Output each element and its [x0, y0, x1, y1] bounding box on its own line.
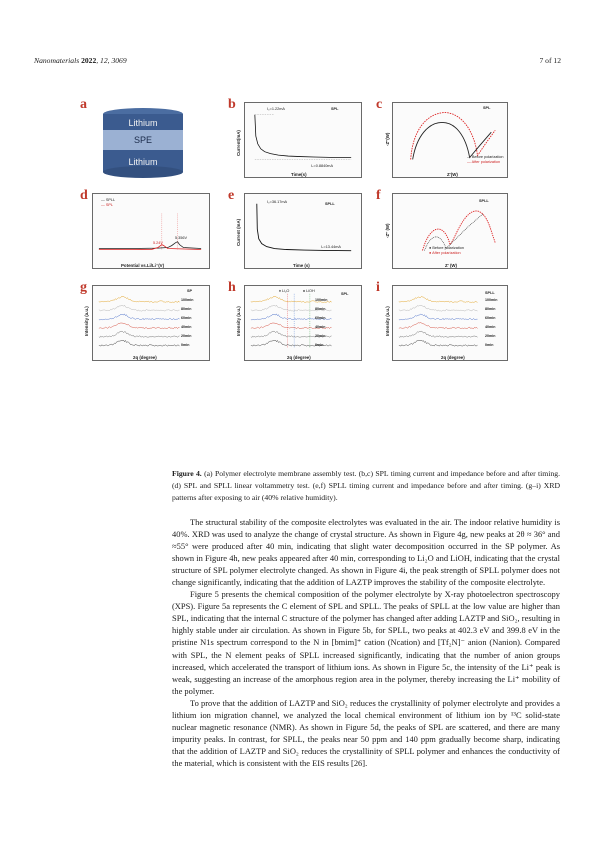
h-time-5: 0min	[315, 343, 324, 347]
panel-a-cell-diagram	[92, 104, 194, 186]
h-time-2: 60min	[315, 316, 326, 320]
f-series-after: ● After polarization	[429, 251, 461, 255]
e-is-label: Iₛ=13.44mA	[321, 245, 341, 249]
g-legend: SP	[187, 289, 193, 293]
panel-label-d: d	[80, 188, 88, 203]
i-xlabel: 2q (degree)	[441, 355, 465, 360]
h-marker-li2o: ♦ Li₂O	[279, 289, 290, 293]
panel-label-i: i	[376, 280, 380, 295]
c-xlabel: Z'(W)	[447, 172, 458, 177]
h-ylabel: Intensity (a.u.)	[236, 306, 241, 336]
e-ylabel: Current (mA)	[236, 218, 241, 246]
g-time-0: 100min	[181, 298, 194, 302]
f-xlabel: Z' (W)	[445, 263, 458, 268]
c-series-before: — Before polarization	[467, 155, 504, 159]
panel-f-plot	[392, 193, 508, 269]
h-xlabel: 2q (degree)	[287, 355, 311, 360]
layer-lithium-top: Lithium	[128, 118, 158, 128]
layer-lithium-bottom: Lithium	[128, 157, 158, 167]
caption-text: (a) Polymer electrolyte membrane assembly test. (b,c) SPL timing current and impedance before and after timing. (d) SPL and SPLL linear voltammetry test. (e,f) SPLL timing current and impedance before and after timing. (g–i) XRD patterns after exposing to air (40% relative humidity).	[172, 469, 561, 503]
e-xlabel: Time (s)	[293, 263, 310, 268]
f-legend: SPLL	[479, 199, 489, 203]
panel-label-g: g	[80, 280, 87, 295]
g-time-1: 80min	[181, 307, 192, 311]
panel-i-plot	[392, 285, 508, 361]
i-legend: SPLL	[485, 291, 495, 295]
d-series-splL: — SPLL	[101, 198, 116, 202]
e-legend: SPLL	[325, 202, 335, 206]
g-xlabel: 2q (degree)	[133, 355, 157, 360]
d-v2-label: 5.24V	[153, 241, 163, 245]
panel-label-c: c	[376, 97, 383, 112]
i-ylabel: Intensity (a.u.)	[385, 306, 390, 336]
e-i0-label: I₀=36.17mA	[267, 200, 288, 204]
i-time-2: 60min	[485, 316, 496, 320]
paragraph-1: The structural stability of the composite electrolytes was evaluated in the air. The indoor relative humidity is 40%. XRD was used to analyze the change of crystal structure. As shown in Figure 4g, new peaks at 2θ ≈ 36° and ≈55° were produced after 40 min, indicating that slight water decomposition occurred in the SP polymer. As shown in Figure 4h, new peaks appeared after 40 min, corresponding to Li₂O and LiOH, indicating that the crystal structure of SPL polymer electrolyte changed. As shown in Figure 4i, the peak strength of SPLL polymer does not change significantly, indicating that the addition of LAZTP improves the stability of the composite electrolyte.	[172, 517, 560, 588]
f-ylabel: -Z'' (W)	[385, 223, 390, 238]
d-v1-label: 5.356V	[175, 236, 188, 240]
b-xlabel: Time(s)	[291, 172, 307, 177]
panel-label-b: b	[228, 97, 236, 112]
d-series-spl: — SPL	[101, 203, 114, 207]
h-time-3: 40min	[315, 325, 326, 329]
h-legend: SPL	[341, 292, 349, 296]
panel-d-plot	[92, 193, 210, 269]
d-xlabel: Potential vs.Li/Li⁺(V)	[121, 263, 165, 268]
panel-g-plot	[92, 285, 210, 361]
figure-caption	[172, 468, 560, 505]
panel-e-plot	[244, 193, 362, 269]
c-ylabel: -Z''(W)	[385, 132, 390, 146]
g-time-2: 60min	[181, 316, 192, 320]
c-series-after: — After polarization	[467, 160, 501, 164]
layer-spe: SPE	[133, 135, 152, 145]
g-time-4: 20min	[181, 334, 192, 338]
c-legend: SPL	[483, 106, 491, 110]
b-is-label: Iₛ=0.8840mA	[311, 164, 333, 168]
i-time-4: 20min	[485, 334, 496, 338]
b-legend: SPL	[331, 107, 339, 111]
h-time-0: 100min	[315, 298, 328, 302]
body-text	[172, 516, 560, 769]
panel-label-e: e	[228, 188, 235, 203]
panel-label-a: a	[80, 97, 87, 112]
panel-c-plot	[392, 102, 508, 178]
i-time-1: 80min	[485, 307, 496, 311]
paragraph-3: To prove that the addition of LAZTP and SiO₂ reduces the crystallinity of polymer electrolyte and provides a lithium ion migration channel, we analyzed the local chemical environment of lithium ion by ¹³C solid-state nuclear magnetic resonance (NMR). As shown in Figure 5d, the peaks of SPL are scattered, and there are many impurity peaks. In contrast, for SPLL, the peaks near 50 ppm and 140 ppm gradually become sharp, indicating that the addition of LAZTP and SiO₂ reduces the crystallinity of SPLL polymer and enhances the conductivity of the material, which is consistent with the EIS results [26].	[172, 697, 560, 768]
panel-b-plot	[244, 102, 362, 178]
running-header-page: 7 of 12	[539, 56, 561, 65]
running-header-journal: Nanomaterials 2022, 12, 3069	[34, 56, 127, 65]
panel-label-f: f	[376, 188, 381, 203]
h-marker-lioh: ♠ LiOH	[303, 289, 315, 293]
panel-h-plot	[244, 285, 362, 361]
g-ylabel: Intensity (a.u.)	[84, 306, 89, 336]
paragraph-2: Figure 5 presents the chemical composition of the polymer electrolyte by X-ray photoelectron spectroscopy (XPS). Figure 5a represents the C element of SPL and SPLL. The peaks of SPLL at the low value are higher than SPL, indicating that the internal C structure of the polymer has changed after adding LAZTP and SiO₂, resulting in highly stable under air circulation. As shown in Figure 5b, for SPLL, two peaks at 402.3 eV and 399.8 eV in the pristine N1s spectrum correspond to the N in [bmim]⁺ cation (Ncation) and [Tf₂N]⁻ anion (Nanion). Compared with SPL, the N element peaks of SPLL increased significantly, indicating that the number of anion groups increased, which accelerated the transport of lithium ions. As shown in Figure 5c, the intensity of the Li⁺ peak is weak, suggesting an increase of the amorphous region area in the polymer, thereby increasing the Li⁺ mobility of the polymer.	[172, 589, 560, 696]
g-time-5: 0min	[181, 343, 190, 347]
i-time-0: 100min	[485, 298, 498, 302]
i-time-5: 0min	[485, 343, 494, 347]
panel-label-h: h	[228, 280, 236, 295]
b-i0-label: I₀=1.22mA	[267, 107, 285, 111]
h-time-4: 20min	[315, 334, 326, 338]
f-series-before: ● Before polarization	[429, 246, 465, 250]
i-time-3: 40min	[485, 325, 496, 329]
b-ylabel: Current(mA)	[236, 130, 241, 156]
g-time-3: 40min	[181, 325, 192, 329]
caption-title: Figure 4.	[172, 469, 202, 478]
h-time-1: 80min	[315, 307, 326, 311]
